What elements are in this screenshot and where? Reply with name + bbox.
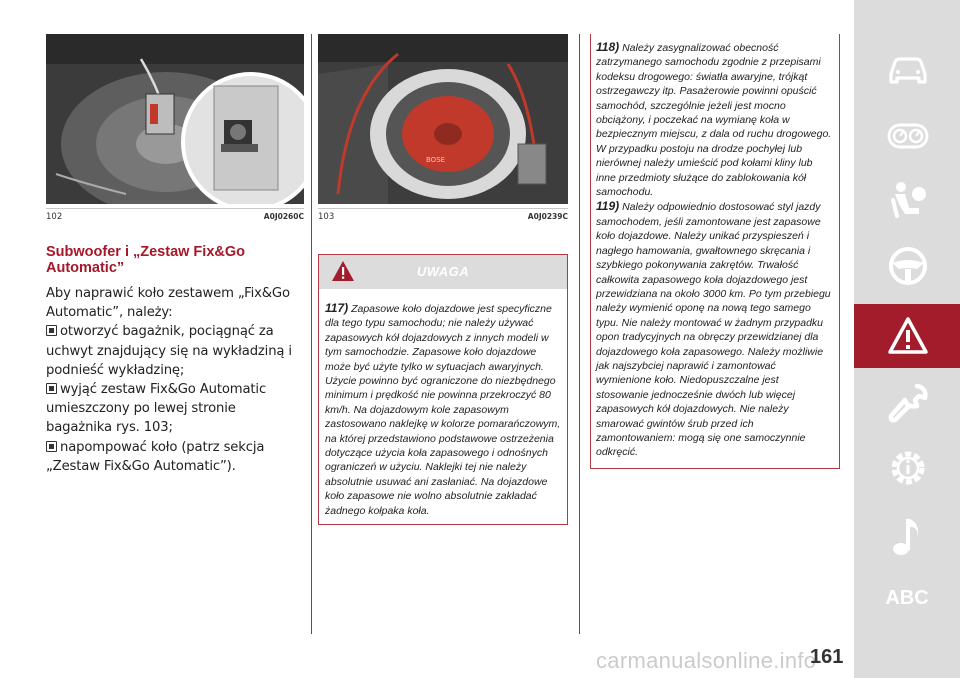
section-body	[46, 284, 304, 476]
warning-note-119	[596, 199, 834, 459]
chapter-sidebar	[854, 0, 960, 678]
step-3	[46, 438, 304, 476]
checkbox-bullet-icon	[46, 441, 57, 452]
middle-column	[318, 34, 568, 525]
warning-box	[318, 254, 568, 525]
figure-102-caption	[46, 208, 304, 224]
spare-wheel-illustration	[318, 34, 568, 204]
column-divider	[579, 34, 580, 634]
dashboard-gauges-icon	[887, 115, 929, 155]
note-number: 118)	[596, 40, 620, 54]
note-text: Zapasowe koło dojazdowe jest specyficzne dla tego typu samochodu; nie należy używać zapasowych kół dojazdowych z innych modeli w tym samochodzie. Zapasowe koło dojazdowe może być użyte tylko w sytuacjach awaryjnych. Użycie powinno być ograniczone do niezbędnego minimum i prędkość nie powinna przekroczyć 80 km/h. Na dojazdowym kole zapasowym zastosowano naklejkę w kolorze pomarańczowym, na której przedstawiono podstawowe ostrzeżenia dotyczące użycia koła zapasowego i odnośnych ograniczeń w użyciu. Naklejki tej nie należy absolutnie usuwać ani zasłaniać. Na dojazdowe koło zapasowe nie wolno absolutnie zakładać żadnego kołpaka koła.	[325, 303, 561, 517]
sidebar-item-index[interactable]: ABC	[885, 587, 929, 609]
sidebar-item-car[interactable]	[854, 40, 960, 100]
watermark: carmanualsonline.info	[596, 648, 817, 673]
sidebar-item-multimedia[interactable]	[854, 505, 960, 565]
airbag-passenger-icon	[887, 180, 929, 224]
music-note-icon	[887, 515, 929, 559]
figure-code: A0J0239C	[527, 212, 568, 221]
figure-number: 103	[318, 212, 335, 222]
car-icon	[887, 50, 929, 90]
figure-code: A0J0260C	[263, 212, 304, 221]
steering-wheel-icon	[887, 245, 929, 287]
left-column	[46, 34, 304, 476]
note-number: 117)	[325, 301, 349, 315]
step-2	[46, 380, 304, 438]
sidebar-item-maintenance[interactable]	[854, 372, 960, 432]
note-text: Należy zasygnalizować obecność zatrzymanego samochodu zgodnie z przepisami kodeksu drogowego: światła awaryjne, trójkąt ostrzegawczy itp. Pasażerowie powinni opuścić samochód, szczególnie jeżeli jest mocno obciążony, i poczekać na wymianę koła w bezpiecznym miejscu, z dala od ruchu drogowego. W przypadku postoju na drodze pochyłej lub nierównej należy umieścić pod kołami kliny lub inne przedmioty służące do zablokowania kół samochodu.	[596, 42, 832, 199]
figure-103-caption	[318, 208, 568, 224]
checkbox-bullet-icon	[46, 383, 57, 394]
section-intro: Aby naprawić koło zestawem „Fix&Go Automatic”, należy:	[46, 286, 290, 321]
checkbox-bullet-icon	[46, 325, 57, 336]
svg-text:BOSE: BOSE	[426, 156, 446, 164]
page-number: 161	[810, 646, 844, 668]
step-1	[46, 322, 304, 380]
sidebar-item-dashboard[interactable]	[854, 105, 960, 165]
figure-103-photo	[318, 34, 568, 204]
warning-title: UWAGA	[416, 264, 470, 279]
figure-102-photo	[46, 34, 304, 204]
warning-triangle-icon	[887, 316, 929, 356]
warning-note-117	[319, 289, 567, 524]
step-2-text: wyjąć zestaw Fix&Go Automatic umieszczony po lewej stronie bagażnika rys. 103;	[46, 382, 267, 436]
warning-header	[319, 255, 567, 289]
figure-number: 102	[46, 212, 63, 222]
note-text: Należy odpowiednio dostosować styl jazdy samochodem, jeśli zamontowane jest zapasowe koło dojazdowe. Należy unikać przyspieszeń i nagłego hamowania, gwałtownego skręcania i szybkiego pokonywania zakrętów. Trwałość całkowita zapasowego koła dojazdowego jest przewidziana na około 3000 km. Po tym przebiegu należy wymienić oponę na nową tego samego typu. Nie należy montować w żadnym przypadku opon tradycyjnych na obręczy przewidzianej dla dojazdowego koła zapasowego. Należy możliwie jak najszybciej naprawić i zamontować wymienione koło. Niedopuszczalne jest stosowanie jednocześnie dwóch lub więcej zapasowych kół dojazdowych. Nie należy smarować gwintów śrub przed ich zamontowaniem: mogą się one samoczynnie odkręcić.	[596, 201, 831, 459]
step-3-text: napompować koło (patrz sekcja „Zestaw Fix&Go Automatic”).	[46, 439, 265, 474]
warning-note-118	[596, 40, 834, 199]
warning-continuation-box	[590, 34, 840, 469]
gear-info-icon	[887, 447, 929, 489]
step-1-text: otworzyć bagażnik, pociągnąć za uchwyt znajdujący się na wykładziną i podnieść wykładzinę;	[46, 324, 292, 378]
sidebar-item-technical-data[interactable]	[854, 437, 960, 497]
sidebar-item-emergency[interactable]	[854, 304, 960, 368]
trunk-subwoofer-illustration	[46, 34, 304, 204]
section-title: Subwoofer i „Zestaw Fix&Go Automatic”	[46, 244, 245, 276]
note-number: 119)	[596, 199, 620, 214]
wrench-icon	[887, 382, 929, 424]
column-divider	[311, 34, 312, 634]
sidebar-item-safety[interactable]	[854, 170, 960, 230]
sidebar-item-driving[interactable]	[854, 235, 960, 295]
